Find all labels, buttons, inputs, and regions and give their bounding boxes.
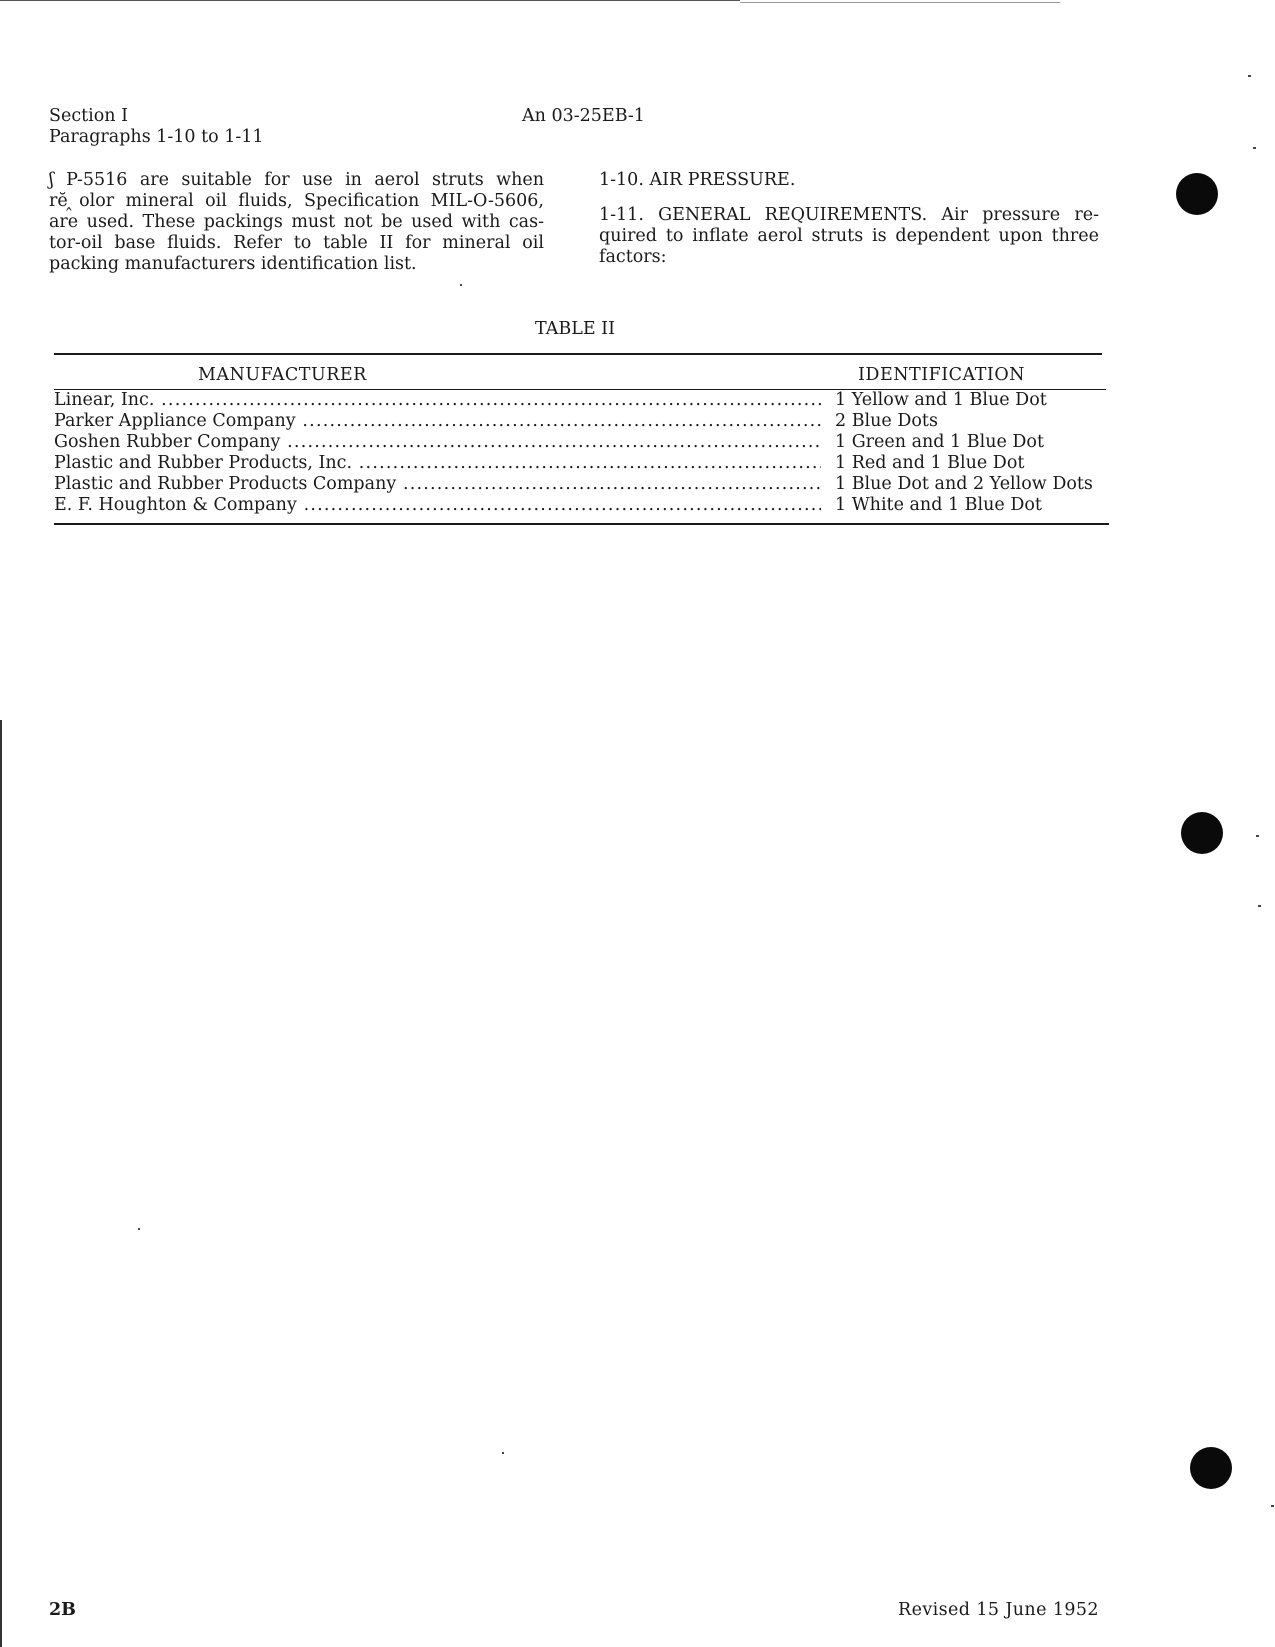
identification-cell: 1 Red and 1 Blue Dot bbox=[835, 453, 1025, 473]
table-row bbox=[54, 495, 1093, 516]
table-row bbox=[54, 411, 1093, 432]
column-header-identification: IDENTIFICATION bbox=[858, 365, 1025, 385]
table-row bbox=[54, 453, 1093, 474]
manufacturer-cell: Plastic and Rubber Products, Inc. ..... bbox=[54, 453, 821, 474]
paragraph bbox=[599, 205, 1099, 268]
left-column-text bbox=[49, 170, 544, 275]
paragraph-line: rĕ ̭olor mineral oil fluids, Specification MIL-O-5606, bbox=[49, 191, 544, 211]
paragraph-line: factors: bbox=[599, 247, 667, 267]
paragraph-line: 1-11. GENERAL REQUIREMENTS. Air pressure re- bbox=[599, 205, 1099, 225]
table-row bbox=[54, 432, 1093, 453]
manufacturer-cell: Plastic and Rubber Products Company ..... bbox=[54, 474, 821, 495]
scan-speck bbox=[502, 1452, 504, 1454]
identification-cell: 2 Blue Dots bbox=[835, 411, 938, 431]
scan-speck bbox=[1271, 1505, 1274, 1507]
page-number: 2B bbox=[49, 1600, 76, 1620]
binder-hole-icon bbox=[1176, 173, 1218, 215]
scan-artifact-top-line-2 bbox=[740, 2, 1060, 3]
section-label: Section I bbox=[49, 106, 129, 126]
manufacturer-cell: Goshen Rubber Company ..... bbox=[54, 432, 821, 453]
scan-speck bbox=[1253, 147, 1256, 149]
column-header-manufacturer: MANUFACTURER bbox=[198, 365, 367, 385]
manufacturer-cell: Parker Appliance Company ..... bbox=[54, 411, 821, 432]
table-bottom-rule bbox=[54, 523, 1109, 525]
identification-cell: 1 Blue Dot and 2 Yellow Dots bbox=[835, 474, 1093, 494]
paragraph-line: tor-oil base fluids. Refer to table II for mineral oil bbox=[49, 233, 544, 253]
revision-date: Revised 15 June 1952 bbox=[898, 1600, 1099, 1620]
manufacturer-table bbox=[54, 390, 1093, 516]
scan-speck bbox=[1248, 75, 1251, 77]
paragraph-line: quired to inflate aerol struts is dependent upon three bbox=[599, 226, 1099, 246]
identification-cell: 1 Yellow and 1 Blue Dot bbox=[835, 390, 1047, 410]
scan-speck bbox=[460, 284, 462, 286]
table-row bbox=[54, 474, 1093, 495]
binder-hole-icon bbox=[1190, 1447, 1232, 1489]
table-top-rule bbox=[54, 353, 1102, 355]
binder-hole-icon bbox=[1181, 812, 1223, 854]
manufacturer-cell: E. F. Houghton & Company ..... bbox=[54, 495, 821, 516]
scan-speck bbox=[138, 1228, 140, 1230]
paragraph-line: are used. These packings must not be used with cas- bbox=[49, 212, 544, 232]
paragraph-line: packing manufacturers identification list. bbox=[49, 254, 417, 274]
section-heading-air-pressure: 1-10. AIR PRESSURE. bbox=[599, 170, 796, 190]
paragraphs-label: Paragraphs 1-10 to 1-11 bbox=[49, 127, 264, 147]
table-title: TABLE II bbox=[535, 319, 615, 339]
identification-cell: 1 Green and 1 Blue Dot bbox=[835, 432, 1045, 452]
scan-speck bbox=[1256, 835, 1259, 837]
manufacturer-cell: Linear, Inc. ..... bbox=[54, 390, 821, 411]
table-row bbox=[54, 390, 1093, 411]
scan-artifact-top-line bbox=[0, 0, 740, 1]
right-column-text bbox=[599, 170, 1099, 268]
page-header-left bbox=[49, 106, 264, 148]
paragraph-line: ʃ P-5516 are suitable for use in aerol struts when bbox=[49, 170, 544, 190]
scan-speck bbox=[1258, 905, 1261, 907]
scan-artifact-left-edge bbox=[0, 720, 2, 1647]
document-number: An 03-25EB-1 bbox=[522, 106, 645, 126]
identification-cell: 1 White and 1 Blue Dot bbox=[835, 495, 1042, 515]
